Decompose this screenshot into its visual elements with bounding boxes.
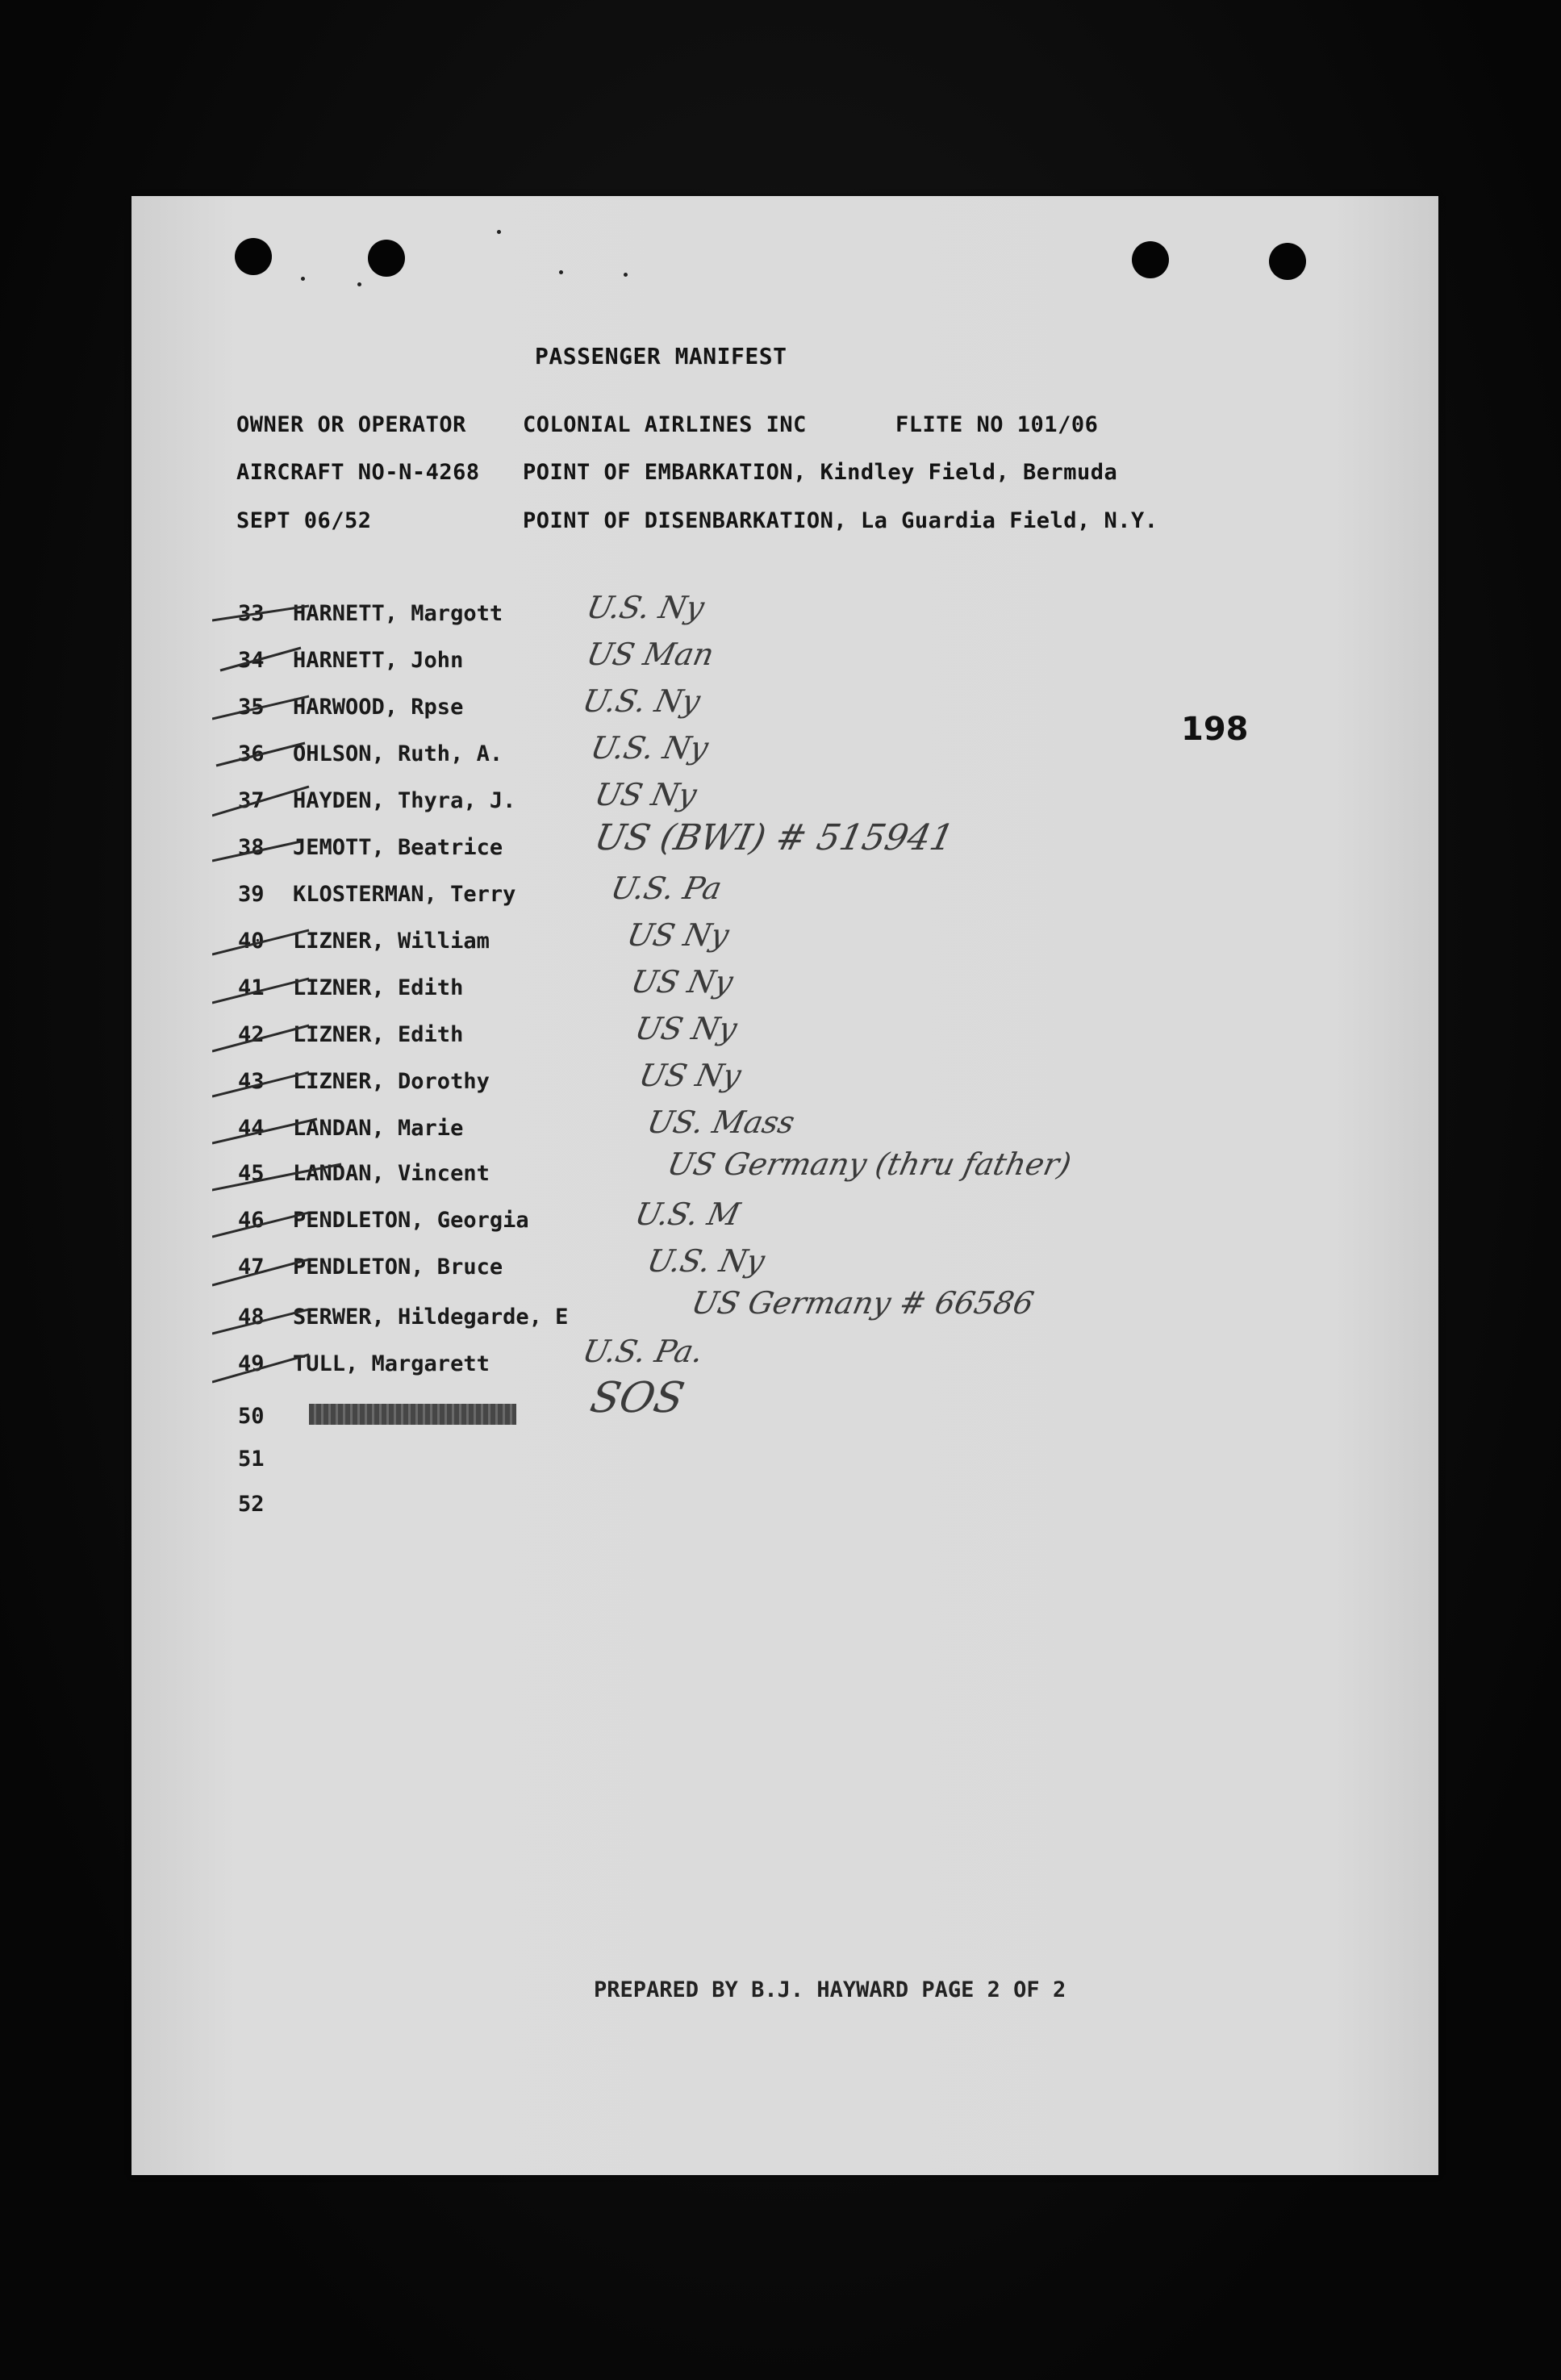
handwritten-note: US Ny <box>636 1058 745 1093</box>
header-owner-label: OWNER OR OPERATOR <box>236 412 466 437</box>
redacted-name <box>309 1404 516 1425</box>
passenger-number: 38 <box>238 835 265 860</box>
passenger-number: 35 <box>238 695 265 720</box>
passenger-name: PENDLETON, Bruce <box>293 1255 503 1280</box>
handwritten-note: U.S. Pa <box>607 871 725 906</box>
handwritten-note: SOS <box>586 1374 689 1422</box>
handwritten-note: US (BWI) # 515941 <box>591 817 958 858</box>
punch-hole <box>235 238 272 275</box>
header-flight-number: FLITE NO 101/06 <box>895 412 1099 437</box>
passenger-number: 42 <box>238 1022 265 1047</box>
header-embarkation: POINT OF EMBARKATION, Kindley Field, Bermuda <box>523 460 1118 485</box>
header-aircraft: AIRCRAFT NO-N-4268 <box>236 460 480 485</box>
passenger-name: LANDAN, Marie <box>293 1116 464 1141</box>
handwritten-note: US Germany (thru father) <box>664 1146 1075 1182</box>
handwritten-note: U.S. Ny <box>587 730 712 766</box>
passenger-number: 49 <box>238 1351 265 1376</box>
passenger-number: 33 <box>238 601 265 626</box>
passenger-name: LANDAN, Vincent <box>293 1161 490 1186</box>
header-owner-value: COLONIAL AIRLINES INC <box>523 412 807 437</box>
handwritten-note: U.S. Ny <box>583 590 707 625</box>
speck <box>559 270 563 274</box>
passenger-name: TULL, Margarett <box>293 1351 490 1376</box>
punch-hole <box>1269 243 1306 280</box>
passenger-name: HAYDEN, Thyra, J. <box>293 788 516 813</box>
handwritten-note: US Germany # 66586 <box>688 1285 1037 1321</box>
handwritten-note: U.S. Ny <box>579 683 703 719</box>
page-stamp-number: 198 <box>1181 711 1249 748</box>
passenger-number: 48 <box>238 1305 265 1330</box>
manifest-page <box>131 196 1438 2175</box>
handwritten-note: US Man <box>583 637 717 672</box>
passenger-name: PENDLETON, Georgia <box>293 1208 529 1233</box>
passenger-name: OHLSON, Ruth, A. <box>293 741 503 766</box>
passenger-name: LIZNER, William <box>293 929 490 954</box>
handwritten-note: U.S. Pa. <box>579 1334 707 1369</box>
passenger-name: LIZNER, Edith <box>293 975 464 1000</box>
passenger-number: 34 <box>238 648 265 673</box>
speck <box>497 230 501 234</box>
passenger-number: 39 <box>238 882 265 907</box>
speck <box>357 282 361 286</box>
passenger-name: JEMOTT, Beatrice <box>293 835 503 860</box>
passenger-number: 50 <box>238 1404 265 1429</box>
punch-hole <box>368 240 405 277</box>
speck <box>624 273 628 277</box>
passenger-number: 36 <box>238 741 265 766</box>
passenger-number: 51 <box>238 1447 265 1472</box>
passenger-name: LIZNER, Dorothy <box>293 1069 490 1094</box>
passenger-name: HARNETT, John <box>293 648 464 673</box>
passenger-name: KLOSTERMAN, Terry <box>293 882 516 907</box>
passenger-number: 46 <box>238 1208 265 1233</box>
prepared-by-footer: PREPARED BY B.J. HAYWARD PAGE 2 OF 2 <box>594 1977 1066 2002</box>
handwritten-note: U.S. M <box>632 1196 744 1232</box>
handwritten-note: US Ny <box>632 1011 741 1046</box>
passenger-number: 44 <box>238 1116 265 1141</box>
punch-hole <box>1132 241 1169 278</box>
handwritten-note: U.S. Ny <box>644 1243 768 1279</box>
passenger-name: LIZNER, Edith <box>293 1022 464 1047</box>
header-disembarkation: POINT OF DISENBARKATION, La Guardia Field, N.Y. <box>523 508 1158 533</box>
passenger-number: 47 <box>238 1255 265 1280</box>
passenger-number: 40 <box>238 929 265 954</box>
header-date: SEPT 06/52 <box>236 508 372 533</box>
handwritten-note: US Ny <box>591 777 700 812</box>
passenger-number: 52 <box>238 1492 265 1517</box>
passenger-name: HARNETT, Margott <box>293 601 503 626</box>
handwritten-note: US. Mass <box>644 1104 799 1140</box>
passenger-number: 41 <box>238 975 265 1000</box>
passenger-name: SERWER, Hildegarde, E <box>293 1305 569 1330</box>
passenger-name: HARWOOD, Rpse <box>293 695 464 720</box>
handwritten-note: US Ny <box>628 964 737 1000</box>
passenger-number: 45 <box>238 1161 265 1186</box>
handwritten-note: US Ny <box>624 917 733 953</box>
passenger-number: 37 <box>238 788 265 813</box>
passenger-number: 43 <box>238 1069 265 1094</box>
speck <box>301 277 305 281</box>
page-title: PASSENGER MANIFEST <box>535 343 787 370</box>
